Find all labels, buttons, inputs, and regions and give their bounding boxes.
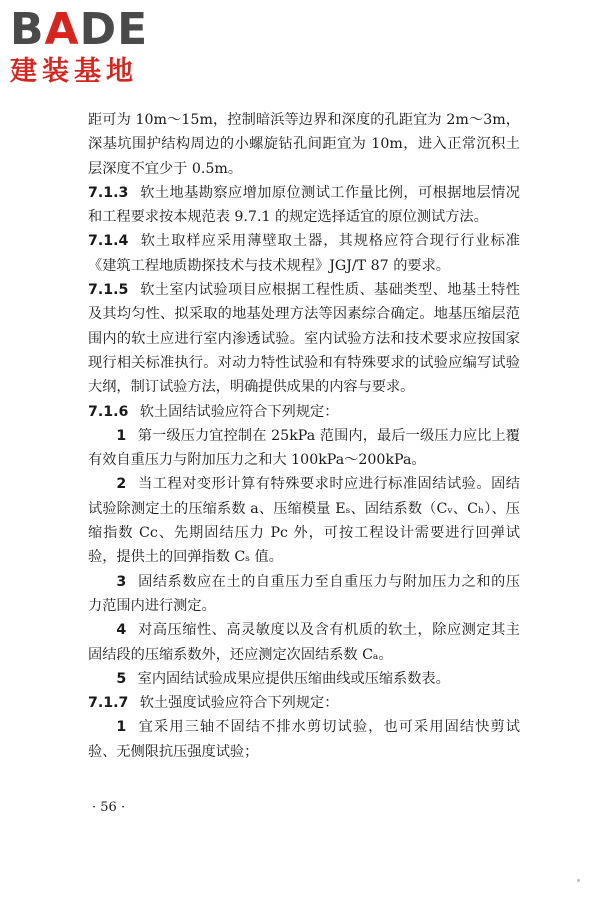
- clause-number: 7.1.7: [88, 695, 129, 712]
- clause-7-1-4: [88, 229, 520, 278]
- clause-text: 软土地基勘察应增加原位测试工作量比例，可根据地层情况和工程要求按本规范表 9.7.1 的规定选择适宜的原位测试方法。: [88, 184, 520, 226]
- sub-item-text: 宜采用三轴不固结不排水剪切试验，也可采用固结快剪试验、无侧限抗压强度试验；: [88, 719, 520, 760]
- sub-item-1: [88, 424, 520, 473]
- logo-wordmark: [10, 6, 180, 54]
- clause-text: 软土室内试验项目应根据工程性质、基础类型、地基土特性及其均匀性、拟采取的地基处理方法等因素综合确定。地基压缩层范围内的软土应进行室内渗透试验。室内试验方法和技术要求应按国家现行相关标准执行。对动力特性试验和有特殊要求的试验应编写试验大纲，制订试验方法，明确提供成果的内容与要求。: [88, 282, 520, 396]
- sub-item-number: 4: [116, 622, 127, 639]
- brand-logo: [10, 6, 180, 88]
- sub-item-5: [88, 667, 520, 691]
- clause-text: 软土固结试验应符合下列规定：: [139, 403, 339, 420]
- logo-letter: B: [10, 4, 45, 55]
- clause-7-1-5: [88, 278, 520, 399]
- logo-letters: DE: [79, 4, 149, 55]
- sub-item-number: 1: [116, 719, 127, 736]
- clause-7-1-6: [88, 400, 520, 424]
- clause-number: 7.1.4: [88, 233, 129, 250]
- clause-7-1-3: [88, 181, 520, 230]
- sub-item-text: 对高压缩性、高灵敏度以及含有机质的软土，除应测定其主固结段的压缩系数外，还应测定次固结系数 Cₐ。: [88, 622, 520, 663]
- clause-number: 7.1.3: [88, 184, 129, 201]
- sub-item-3: [88, 570, 520, 619]
- page-number: · 56 ·: [92, 800, 126, 815]
- document-body: [88, 108, 520, 764]
- sub-item-number: 1: [116, 427, 127, 444]
- sub-item-text: 当工程对变形计算有特殊要求时应进行标准固结试验。固结试验除测定土的压缩系数 a、压缩模量 Eₛ、固结系数（Cᵥ、Cₕ）、压缩指数 Cc、先期固结压力 Pc 外，可按工程设计需要进行回弹试验，提供土的回弹指数 Cₛ 值。: [88, 476, 520, 566]
- sub-item-number: 2: [116, 476, 127, 493]
- sub-item-4: [88, 618, 520, 667]
- sub-item-2: [88, 472, 520, 569]
- clause-number: 7.1.5: [88, 282, 129, 299]
- logo-letter-accent: A: [44, 4, 80, 55]
- scan-speck: [577, 879, 580, 882]
- sub-item-1: [88, 715, 520, 764]
- clause-text: 软土强度试验应符合下列规定：: [139, 695, 339, 712]
- sub-item-text: 固结系数应在土的自重压力至自重压力与附加压力之和的压力范围内进行测定。: [88, 573, 520, 614]
- sub-item-text: 第一级压力宜控制在 25kPa 范围内，最后一级压力应比上覆有效自重压力与附加压力之和大 100kPa～200kPa。: [88, 427, 520, 469]
- sub-item-number: 3: [116, 573, 127, 590]
- logo-subtitle: 建装基地: [10, 56, 138, 87]
- sub-item-text: 室内固结试验成果应提供压缩曲线或压缩系数表。: [137, 670, 450, 687]
- clause-text: 软土取样应采用薄壁取土器，其规格应符合现行行业标准《建筑工程地质勘探技术与技术规程》JGJ/T 87 的要求。: [88, 233, 520, 274]
- clause-number: 7.1.6: [88, 403, 129, 420]
- clause-7-1-7: [88, 691, 520, 715]
- sub-item-number: 5: [116, 670, 127, 687]
- paragraph-continuation: 距可为 10m～15m，控制暗浜等边界和深度的孔距宜为 2m～3m，深基坑围护结构周边的小螺旋钻孔间距宜为 10m，进入正常沉积土层深度不宜少于 0.5m。: [88, 112, 520, 177]
